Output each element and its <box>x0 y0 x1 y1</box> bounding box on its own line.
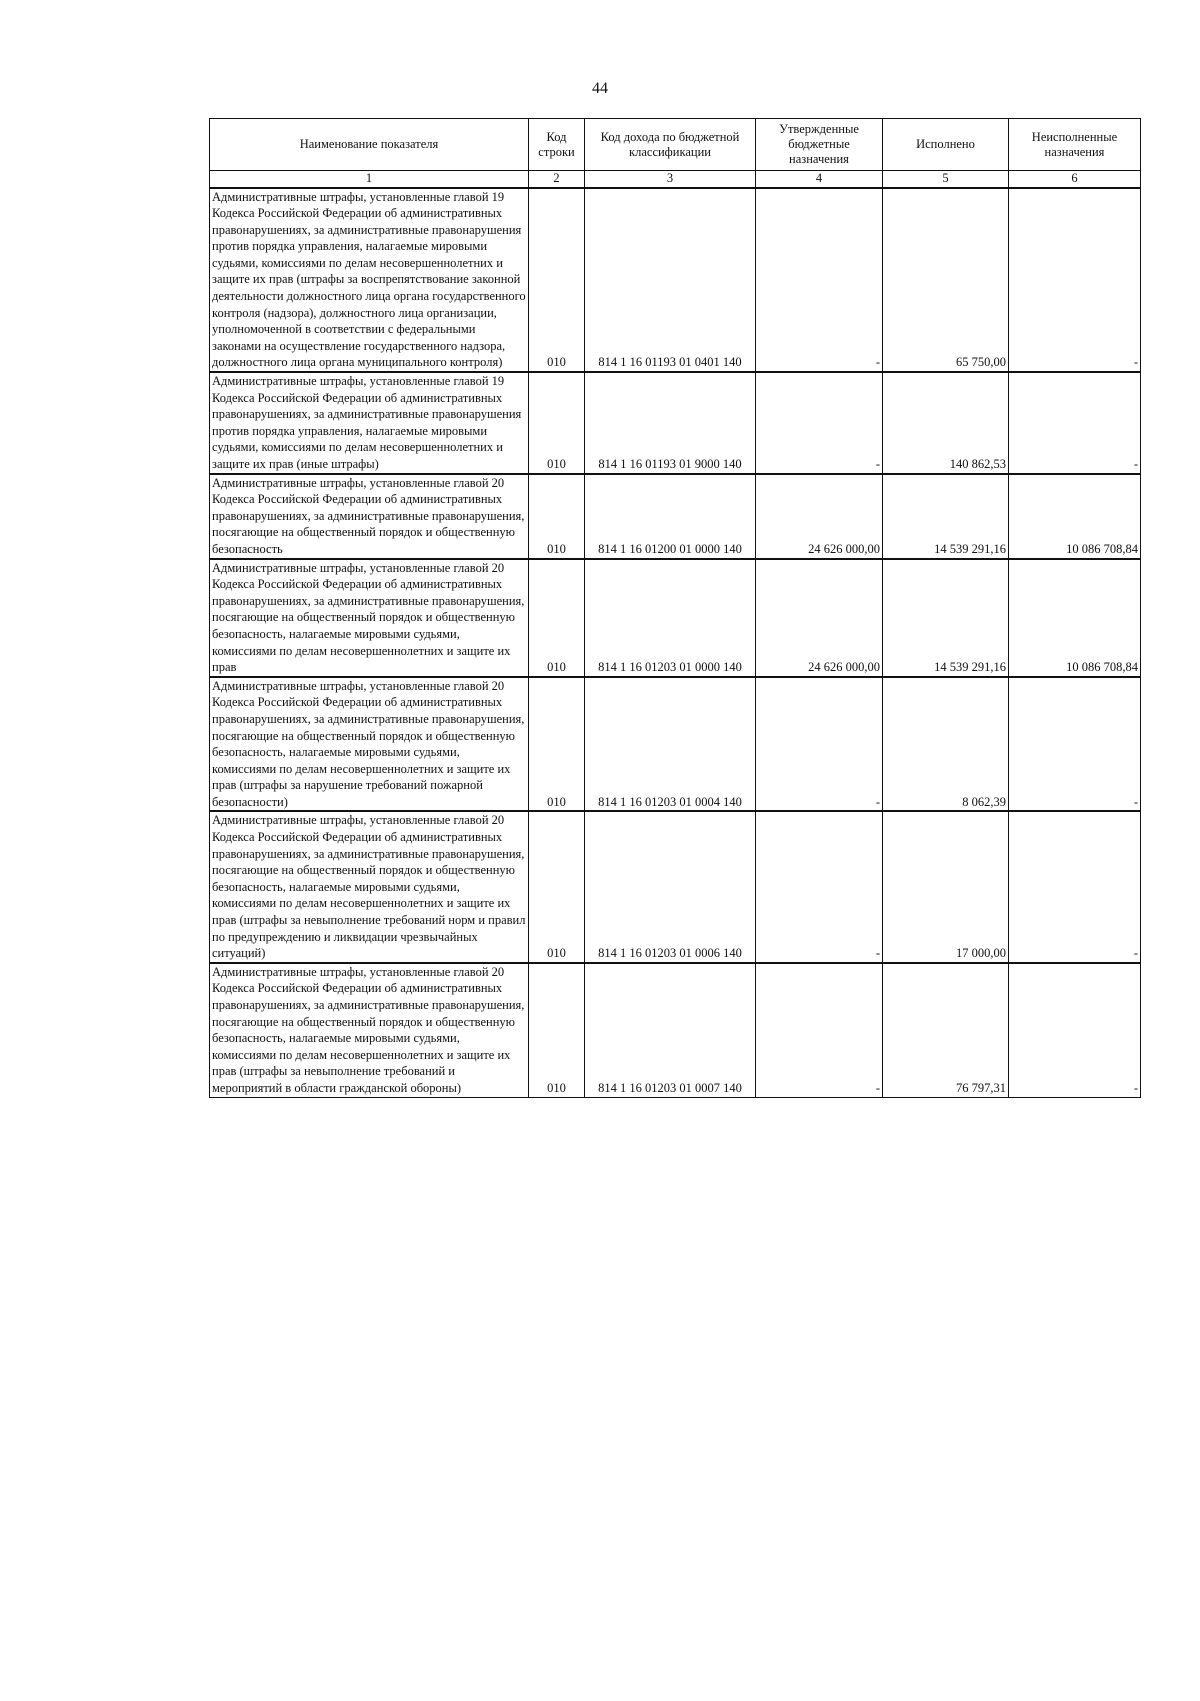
row-name: Административные штрафы, установленные главой 20 Кодекса Российской Федерации об административных правонарушениях, за административные правонарушения, посягающие на общественный порядок и общественную безопасность, налагаемые мировыми судьями, комиссиями по делам несовершеннолетних и защите их прав (штрафы за невыполнение требований и мероприятий в области гражданской обороны) <box>210 963 529 1097</box>
column-number-row <box>210 171 1141 188</box>
row-name: Административные штрафы, установленные главой 19 Кодекса Российской Федерации об административных правонарушениях, за административные правонарушения против порядка управления, налагаемые мировыми судьями, комиссиями по делам несовершеннолетних и защите их прав (иные штрафы) <box>210 372 529 474</box>
row-name: Административные штрафы, установленные главой 20 Кодекса Российской Федерации об административных правонарушениях, за административные правонарушения, посягающие на общественный порядок и общественную безопасность <box>210 474 529 559</box>
row-name: Административные штрафы, установленные главой 20 Кодекса Российской Федерации об административных правонарушениях, за административные правонарушения, посягающие на общественный порядок и общественную безопасность, налагаемые мировыми судьями, комиссиями по делам несовершеннолетних и защите их прав (штрафы за нарушение требований пожарной безопасности) <box>210 677 529 812</box>
row-executed: 17 000,00 <box>883 811 1009 962</box>
row-line-code: 010 <box>529 474 585 559</box>
header-income-code: Код дохода по бюджетной классификации <box>585 119 756 171</box>
row-approved: - <box>756 372 883 474</box>
header-row <box>210 119 1141 171</box>
table-row <box>210 963 1141 1097</box>
row-approved: - <box>756 963 883 1097</box>
header-name: Наименование показателя <box>210 119 529 171</box>
row-name: Административные штрафы, установленные главой 20 Кодекса Российской Федерации об административных правонарушениях, за административные правонарушения, посягающие на общественный порядок и общественную безопасность, налагаемые мировыми судьями, комиссиями по делам несовершеннолетних и защите их прав <box>210 559 529 677</box>
row-income-code: 814 1 16 01193 01 9000 140 <box>585 372 756 474</box>
table-row <box>210 372 1141 474</box>
row-income-code: 814 1 16 01203 01 0004 140 <box>585 677 756 812</box>
header-approved: Утвержденные бюджетные назначения <box>756 119 883 171</box>
row-unexecuted: - <box>1009 677 1141 812</box>
column-number: 4 <box>756 171 883 188</box>
row-unexecuted: 10 086 708,84 <box>1009 474 1141 559</box>
row-approved: - <box>756 188 883 373</box>
row-unexecuted: - <box>1009 811 1141 962</box>
table-row <box>210 559 1141 677</box>
row-income-code: 814 1 16 01200 01 0000 140 <box>585 474 756 559</box>
table-row <box>210 677 1141 812</box>
page-number: 44 <box>592 80 608 97</box>
row-executed: 76 797,31 <box>883 963 1009 1097</box>
row-unexecuted: 10 086 708,84 <box>1009 559 1141 677</box>
row-unexecuted: - <box>1009 963 1141 1097</box>
column-number: 5 <box>883 171 1009 188</box>
row-income-code: 814 1 16 01203 01 0006 140 <box>585 811 756 962</box>
income-report-table <box>209 118 1141 1098</box>
table-row <box>210 188 1141 373</box>
row-line-code: 010 <box>529 188 585 373</box>
row-executed: 65 750,00 <box>883 188 1009 373</box>
column-number: 3 <box>585 171 756 188</box>
header-executed: Исполнено <box>883 119 1009 171</box>
row-line-code: 010 <box>529 963 585 1097</box>
row-line-code: 010 <box>529 677 585 812</box>
row-income-code: 814 1 16 01193 01 0401 140 <box>585 188 756 373</box>
row-executed: 8 062,39 <box>883 677 1009 812</box>
table-row <box>210 474 1141 559</box>
row-name: Административные штрафы, установленные главой 20 Кодекса Российской Федерации об административных правонарушениях, за административные правонарушения, посягающие на общественный порядок и общественную безопасность, налагаемые мировыми судьями, комиссиями по делам несовершеннолетних и защите их прав (штрафы за невыполнение требований норм и правил по предупреждению и ликвидации чрезвычайных ситуаций) <box>210 811 529 962</box>
row-line-code: 010 <box>529 811 585 962</box>
row-income-code: 814 1 16 01203 01 0007 140 <box>585 963 756 1097</box>
column-number: 2 <box>529 171 585 188</box>
row-executed: 140 862,53 <box>883 372 1009 474</box>
header-line-code: Код строки <box>529 119 585 171</box>
row-approved: 24 626 000,00 <box>756 474 883 559</box>
column-number: 6 <box>1009 171 1141 188</box>
row-line-code: 010 <box>529 372 585 474</box>
table-row <box>210 811 1141 962</box>
column-number: 1 <box>210 171 529 188</box>
row-approved: - <box>756 811 883 962</box>
row-approved: - <box>756 677 883 812</box>
row-income-code: 814 1 16 01203 01 0000 140 <box>585 559 756 677</box>
header-unexecuted: Неисполненные назначения <box>1009 119 1141 171</box>
row-executed: 14 539 291,16 <box>883 474 1009 559</box>
row-unexecuted: - <box>1009 188 1141 373</box>
row-line-code: 010 <box>529 559 585 677</box>
row-unexecuted: - <box>1009 372 1141 474</box>
row-name: Административные штрафы, установленные главой 19 Кодекса Российской Федерации об административных правонарушениях, за административные правонарушения против порядка управления, налагаемые мировыми судьями, комиссиями по делам несовершеннолетних и защите их прав (штрафы за воспрепятствование законной деятельности должностного лица органа государственного контроля (надзора), должностного лица организации, уполномоченной в соответствии с федеральными законами на осуществление государственного надзора, должностного лица органа муниципального контроля) <box>210 188 529 373</box>
row-executed: 14 539 291,16 <box>883 559 1009 677</box>
row-approved: 24 626 000,00 <box>756 559 883 677</box>
